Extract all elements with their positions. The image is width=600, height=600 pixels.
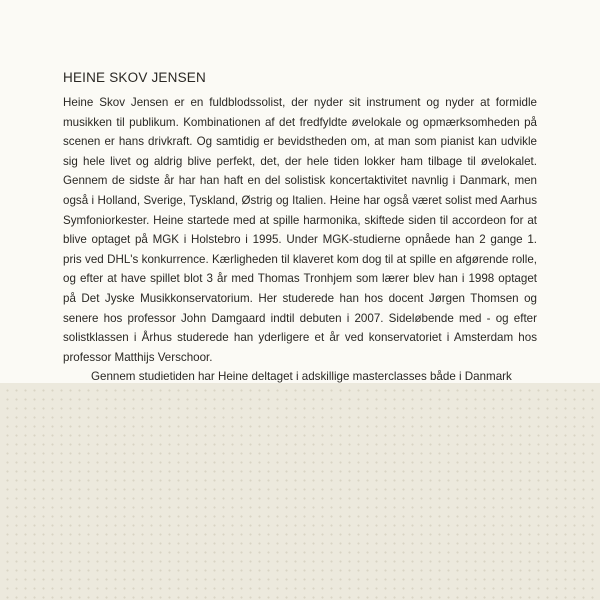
biography-paragraph-2: Gennem studietiden har Heine deltaget i adskillige masterclasses både i Danmark — [91, 370, 512, 384]
biography-heading: HEINE SKOV JENSEN — [63, 70, 206, 85]
biography-text-block — [63, 69, 537, 387]
biography-paragraph-1: Heine Skov Jensen er en fuldblodssolist, der nyder sit instrument og nyder at formidle musikken til publikum. Kombinationen af det fredfyldte øvelokale og opmærksomheden på scenen er hans drivkraft. Og samtidig er bevidstheden om, at man som pianist kan udvikle sig hele livet og aldrig blive perfekt, det, der hele tiden lokker ham tilbage til øvelokalet. Gennem de sidste år har han haft en del solistisk koncertaktivitet navnlig i Danmark, men også i Holland, Sverige, Tyskland, Østrig og Italien. Heine har også været solist med Aarhus Symfoniorkester. Heine startede med at spille harmonika, skiftede siden til accordeon for at blive optaget på MGK i Holstebro i 1995. Under MGK-studierne opnåede han 2 gange 1. pris ved DHL's konkurrence. Kærligheden til klaveret kom dog til at spille en afgørende rolle, og efter at have spillet blot 3 år med Thomas Tronhjem som lærer blev han i 1998 optaget på Det Jyske Musikkonservatorium. Her studerede han hos docent Jørgen Thomsen og senere hos professor John Damgaard indtil debuten i 2007. Sideløbende med - og efter solistklassen i Århus studerede han yderligere et år ved konservatoriet i Amsterdam hos professor Matthijs Verschoor. — [63, 96, 537, 364]
dotted-background-panel — [0, 383, 600, 600]
